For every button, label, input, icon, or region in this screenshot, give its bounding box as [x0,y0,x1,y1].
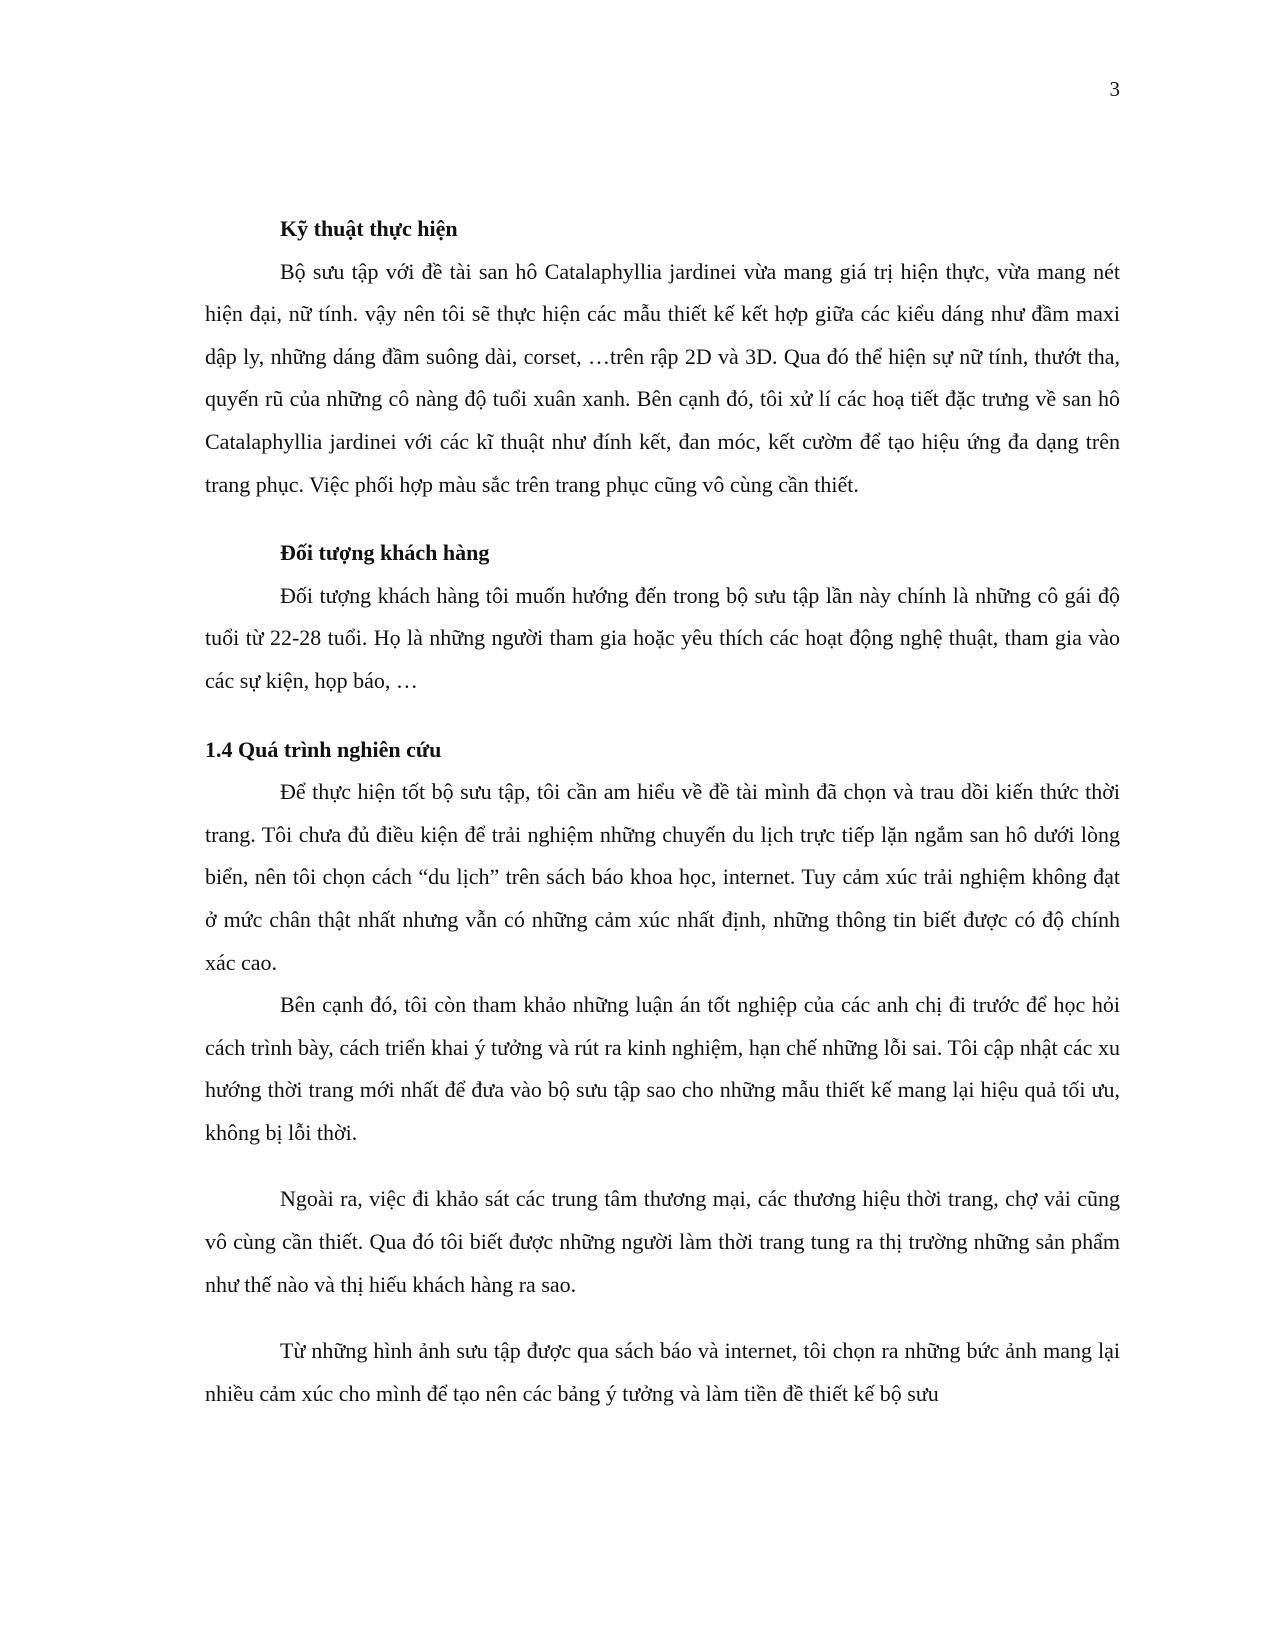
paragraph-research-3: Ngoài ra, việc đi khảo sát các trung tâm thương mại, các thương hiệu thời trang, chợ vải cũng vô cùng cần thiết. Qua đó tôi biết được những người làm thời trang tung ra thị trường những sản phẩm như thế nào và thị hiếu khách hàng ra sao. [205,1186,1120,1297]
spacer [205,703,1120,729]
paragraph-research-2: Bên cạnh đó, tôi còn tham khảo những luận án tốt nghiệp của các anh chị đi trước để học hỏi cách trình bày, cách triển khai ý tưởng và rút ra kinh nghiệm, hạn chế những lỗi sai. Tôi cập nhật các xu hướng thời trang mới nhất để đưa vào bộ sưu tập sao cho những mẫu thiết kế mang lại hiệu quả tối ưu, không bị lỗi thời. [205,992,1120,1145]
spacer [205,506,1120,532]
paragraph-technique: Bộ sưu tập với đề tài san hô Catalaphyllia jardinei vừa mang giá trị hiện thực, vừa mang nét hiện đại, nữ tính. vậy nên tôi sẽ thực hiện các mẫu thiết kế kết hợp giữa các kiểu dáng như đầm maxi dập ly, những dáng đầm suông dài, corset, …trên rập 2D và 3D. Qua đó thể hiện sự nữ tính, thướt tha, quyến rũ của những cô nàng độ tuổi xuân xanh. Bên cạnh đó, tôi xử lí các hoạ tiết đặc trưng về san hô Catalaphyllia jardinei với các kĩ thuật như đính kết, đan móc, kết cườm để tạo hiệu ứng đa dạng trên trang phục. Việc phối hợp màu sắc trên trang phục cũng vô cùng cần thiết. [205,258,1120,497]
section-heading-customers: Đối tượng khách hàng [280,540,490,566]
paragraph-research-4: Từ những hình ảnh sưu tập được qua sách báo và internet, tôi chọn ra những bức ảnh mang lại nhiều cảm xúc cho mình để tạo nên các bảng ý tưởng và làm tiền đề thiết kế bộ sưu [205,1338,1120,1406]
spacer [205,1154,1120,1178]
section-heading-research: 1.4 Quá trình nghiên cứu [205,736,442,762]
page-content [205,208,1120,1415]
page-number: 3 [1109,77,1120,101]
paragraph-research-1: Để thực hiện tốt bộ sưu tập, tôi cần am hiểu về đề tài mình đã chọn và trau dồi kiến thức thời trang. Tôi chưa đủ điều kiện để trải nghiệm những chuyến du lịch trực tiếp lặn ngắm san hô dưới lòng biển, nên tôi chọn cách “du lịch” trên sách báo khoa học, internet. Tuy cảm xúc trải nghiệm không đạt ở mức chân thật nhất nhưng vẫn có những cảm xúc nhất định, những thông tin biết được có độ chính xác cao. [205,779,1120,975]
spacer [205,1306,1120,1330]
section-heading-technique: Kỹ thuật thực hiện [280,216,458,241]
paragraph-customers: Đối tượng khách hàng tôi muốn hướng đến trong bộ sưu tập lần này chính là những cô gái độ tuổi từ 22-28 tuổi. Họ là những người tham gia hoặc yêu thích các hoạt động nghệ thuật, tham gia vào các sự kiện, họp báo, … [205,582,1120,693]
